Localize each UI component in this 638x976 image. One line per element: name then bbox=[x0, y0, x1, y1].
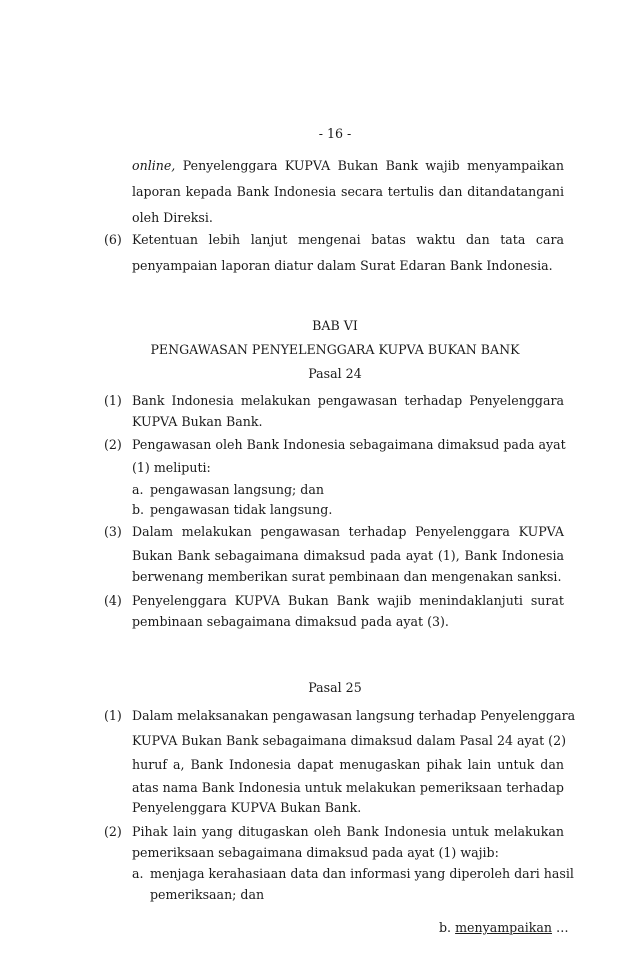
p25-item-2-number: (2) bbox=[104, 824, 122, 839]
item-6-number: (6) bbox=[104, 232, 122, 247]
p25-item-2-line-1: Pihak lain yang ditugaskan oleh Bank Indonesia untuk melakukan bbox=[132, 824, 564, 839]
p25-item-2-sub-a-line-2: pemeriksaan; dan bbox=[150, 887, 265, 902]
p25-item-1-line-5: Penyelenggara KUPVA Bukan Bank. bbox=[132, 800, 362, 815]
p24-item-1-line-1: Bank Indonesia melakukan pengawasan terhadap Penyelenggara bbox=[132, 393, 564, 408]
p24-item-1-line-2: KUPVA Bukan Bank. bbox=[132, 414, 263, 429]
p24-item-3-number: (3) bbox=[104, 524, 122, 539]
p25-item-2-line-2: pemeriksaan sebagaimana dimaksud pada ayat (1) wajib: bbox=[132, 845, 499, 860]
catchword-word: menyampaikan bbox=[455, 920, 553, 935]
p24-item-3-line-3: berwenang memberikan surat pembinaan dan mengenakan sanksi. bbox=[132, 569, 562, 584]
p24-item-2-number: (2) bbox=[104, 437, 122, 452]
p24-item-2-line-2: (1) meliputi: bbox=[132, 460, 211, 475]
bab-label: BAB VI bbox=[312, 318, 358, 333]
catchword-mark: b. bbox=[439, 920, 452, 935]
bab-title: PENGAWASAN PENYELENGGARA KUPVA BUKAN BANK bbox=[150, 342, 520, 357]
pasal-24-title: Pasal 24 bbox=[308, 366, 362, 381]
item-6-line-1: Ketentuan lebih lanjut mengenai batas waktu dan tata cara bbox=[132, 232, 564, 247]
catchword-ellipsis: … bbox=[556, 920, 569, 935]
intro-line-3: oleh Direksi. bbox=[132, 210, 213, 225]
p24-item-3-line-2: Bukan Bank sebagaimana dimaksud pada ayat (1), Bank Indonesia bbox=[132, 548, 564, 563]
p25-item-1-line-4: atas nama Bank Indonesia untuk melakukan pemeriksaan terhadap bbox=[132, 780, 564, 795]
p25-item-1-line-3: huruf a, Bank Indonesia dapat menugaskan pihak lain untuk dan bbox=[132, 757, 564, 772]
p24-item-2-sub-a-text: pengawasan langsung; dan bbox=[150, 482, 324, 497]
p24-item-3-line-1: Dalam melakukan pengawasan terhadap Penyelenggara KUPVA bbox=[132, 524, 564, 539]
p25-item-2-sub-a-mark: a. bbox=[132, 866, 144, 881]
p24-item-2-line-1: Pengawasan oleh Bank Indonesia sebagaimana dimaksud pada ayat bbox=[132, 437, 566, 452]
p24-item-2-sub-b-text: pengawasan tidak langsung. bbox=[150, 502, 333, 517]
p25-item-1-line-2: KUPVA Bukan Bank sebagaimana dimaksud dalam Pasal 24 ayat (2) bbox=[132, 733, 567, 748]
p24-item-2-sub-a-mark: a. bbox=[132, 482, 144, 497]
intro-line-1 bbox=[132, 158, 564, 173]
item-6-line-2: penyampaian laporan diatur dalam Surat Edaran Bank Indonesia. bbox=[132, 258, 553, 273]
page-number: - 16 - bbox=[318, 126, 352, 141]
p25-item-2-sub-a-line-1: menjaga kerahasiaan data dan informasi yang diperoleh dari hasil bbox=[150, 866, 574, 881]
catchword bbox=[439, 920, 569, 935]
p24-item-1-number: (1) bbox=[104, 393, 122, 408]
p25-item-1-number: (1) bbox=[104, 708, 122, 723]
p25-item-1-line-1: Dalam melaksanakan pengawasan langsung terhadap Penyelenggara bbox=[132, 708, 576, 723]
p24-item-2-sub-b-mark: b. bbox=[132, 502, 145, 517]
intro-italic-word: online, bbox=[132, 158, 176, 173]
intro-line-2: laporan kepada Bank Indonesia secara tertulis dan ditandatangani bbox=[132, 184, 564, 199]
intro-line-1-rest: Penyelenggara KUPVA Bukan Bank wajib menyampaikan bbox=[182, 158, 564, 173]
p24-item-4-line-1: Penyelenggara KUPVA Bukan Bank wajib menindaklanjuti surat bbox=[132, 593, 564, 608]
pasal-25-title: Pasal 25 bbox=[308, 680, 362, 695]
p24-item-4-line-2: pembinaan sebagaimana dimaksud pada ayat (3). bbox=[132, 614, 449, 629]
p24-item-4-number: (4) bbox=[104, 593, 122, 608]
